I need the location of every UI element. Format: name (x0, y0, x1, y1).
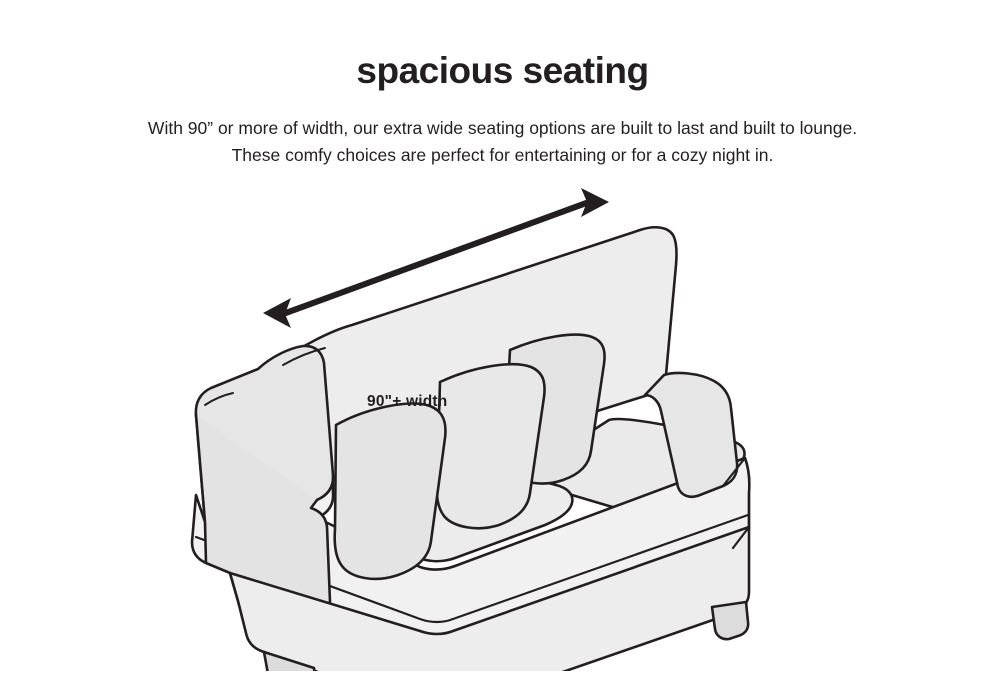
sofa-illustration (0, 175, 1005, 671)
dimension-label: 90"+ width (367, 393, 448, 410)
sofa-leg-back-right (712, 602, 748, 639)
subtitle-line-1: With 90” or more of width, our extra wide seating options are built to last and built to lounge. (147, 118, 858, 138)
sofa-diagram-svg (0, 175, 1005, 671)
page-title: spacious seating (356, 50, 649, 91)
sofa-body (192, 227, 749, 671)
throw-pillow-left (335, 404, 446, 579)
page-subtitle (0, 115, 1005, 169)
subtitle-line-2: These comfy choices are perfect for entertaining or for a cozy night in. (231, 145, 774, 165)
